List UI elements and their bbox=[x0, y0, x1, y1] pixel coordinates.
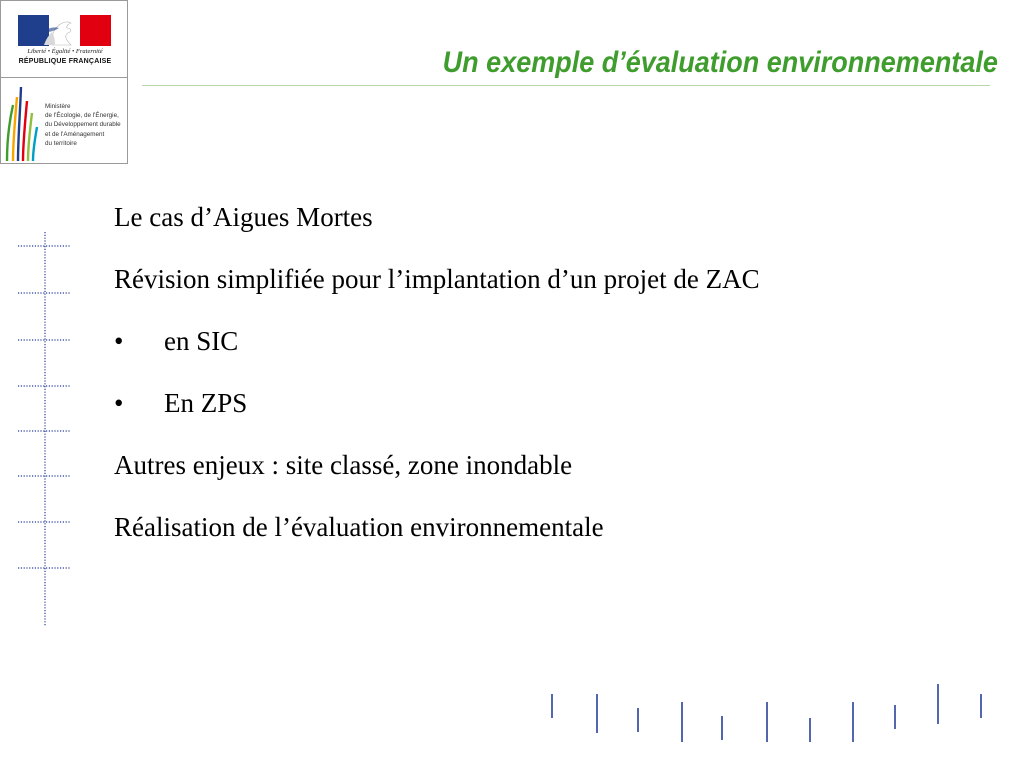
ministry-strokes-icon bbox=[5, 83, 41, 163]
slide-body bbox=[114, 197, 994, 569]
body-line-issues: Autres enjeux : site classé, zone inondable bbox=[114, 450, 573, 480]
bullet-icon: • bbox=[114, 326, 124, 356]
bullet-icon: • bbox=[114, 388, 124, 418]
republic-name: RÉPUBLIQUE FRANÇAISE bbox=[18, 58, 112, 65]
slide-title: Un exemple d’évaluation environnementale bbox=[442, 46, 998, 79]
bullet-text: En ZPS bbox=[164, 388, 248, 418]
left-decorative-scale bbox=[14, 232, 78, 632]
title-underline bbox=[142, 85, 990, 86]
bottom-decorative-bars bbox=[540, 680, 1000, 750]
republic-motto: Liberté • Égalité • Fraternité bbox=[27, 48, 103, 55]
marianne-flag-icon bbox=[18, 15, 111, 46]
logo-divider bbox=[1, 77, 127, 78]
ministry-name: Ministère de l'Écologie, de l'Énergie, du Développement durable et de l'Aménagement du territoire bbox=[45, 103, 121, 147]
bullet-text: en SIC bbox=[164, 326, 239, 356]
body-line-evaluation: Réalisation de l’évaluation environnementale bbox=[114, 512, 604, 542]
bullet-item-zps bbox=[114, 383, 994, 445]
ministry-logo bbox=[0, 0, 128, 164]
bullet-item-sic bbox=[114, 321, 994, 383]
body-line-case: Le cas d’Aigues Mortes bbox=[114, 202, 373, 232]
body-line-revision: Révision simplifiée pour l’implantation d’un projet de ZAC bbox=[114, 264, 760, 294]
